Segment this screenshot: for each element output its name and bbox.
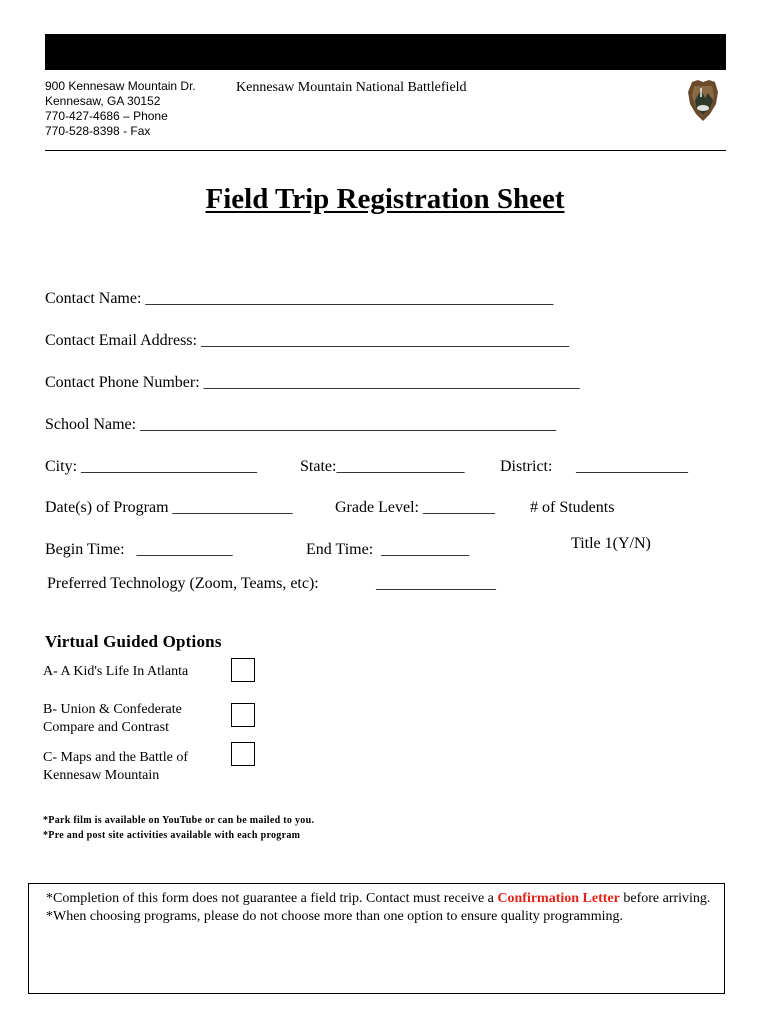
disclaimer-part2: before arriving. (619, 891, 711, 906)
option-c-text-line2: Kennesaw Mountain (43, 768, 160, 783)
option-a-text: A- A Kid's Life In Atlanta (43, 664, 189, 679)
park-name: Kennesaw Mountain National Battlefield (236, 80, 467, 95)
address-line: Kennesaw, GA 30152 (45, 94, 161, 108)
begin-time-field[interactable]: Begin Time: ____________ (45, 541, 233, 558)
technology-label: Preferred Technology (Zoom, Teams, etc): (47, 575, 319, 592)
activities-note: *Pre and post site activities available with each program (43, 830, 301, 841)
end-time-field[interactable]: End Time: ___________ (306, 541, 470, 558)
option-a-label (43, 663, 188, 681)
option-c-label (43, 749, 188, 785)
option-b-text-line1: B- Union & Confederate (43, 702, 182, 717)
technology-field[interactable]: _______________ (376, 575, 496, 592)
header-bar (45, 34, 726, 70)
page-title: Field Trip Registration Sheet (205, 183, 565, 215)
disclaimer-part1: *Completion of this form does not guarantee a field trip. Contact must receive a (46, 891, 498, 906)
district-field[interactable]: ______________ (576, 458, 688, 475)
city-field[interactable]: City: ______________________ (45, 458, 258, 475)
phone-line: 770-427-4686 – Phone (45, 109, 168, 123)
students-count-label: # of Students (530, 499, 615, 516)
state-field[interactable]: State:________________ (300, 458, 465, 475)
option-b-checkbox[interactable] (231, 703, 255, 727)
disclaimer-line2: *When choosing programs, please do not choose more than one option to ensure quality programming. (46, 909, 623, 924)
program-dates-field[interactable]: Date(s) of Program _______________ (45, 499, 293, 516)
grade-level-field[interactable]: Grade Level: _________ (335, 499, 495, 516)
nps-arrowhead-icon (686, 78, 720, 122)
option-c-text-line1: C- Maps and the Battle of (43, 750, 189, 765)
title1-label: Title 1(Y/N) (571, 535, 651, 552)
option-b-text-line2: Compare and Contrast (43, 720, 169, 735)
district-label: District: (500, 458, 553, 475)
fax-line: 770-528-8398 - Fax (45, 124, 151, 138)
address-line: 900 Kennesaw Mountain Dr. (45, 79, 196, 93)
contact-name-field[interactable]: Contact Name: ___________________________________________________ (45, 290, 554, 307)
option-a-checkbox[interactable] (231, 658, 255, 682)
header-divider (45, 150, 726, 151)
film-note: *Park film is available on YouTube or can be mailed to you. (43, 815, 315, 826)
contact-email-field[interactable]: Contact Email Address: ______________________________________________ (45, 332, 569, 349)
disclaimer-text (46, 890, 716, 926)
school-name-field[interactable]: School Name: ____________________________________________________ (45, 416, 557, 433)
disclaimer-line1 (46, 890, 716, 908)
virtual-options-heading: Virtual Guided Options (45, 632, 222, 651)
park-address (45, 79, 196, 139)
confirmation-letter-highlight: Confirmation Letter (497, 891, 620, 906)
contact-phone-field[interactable]: Contact Phone Number: _______________________________________________ (45, 374, 580, 391)
option-b-label (43, 701, 182, 737)
option-c-checkbox[interactable] (231, 742, 255, 766)
